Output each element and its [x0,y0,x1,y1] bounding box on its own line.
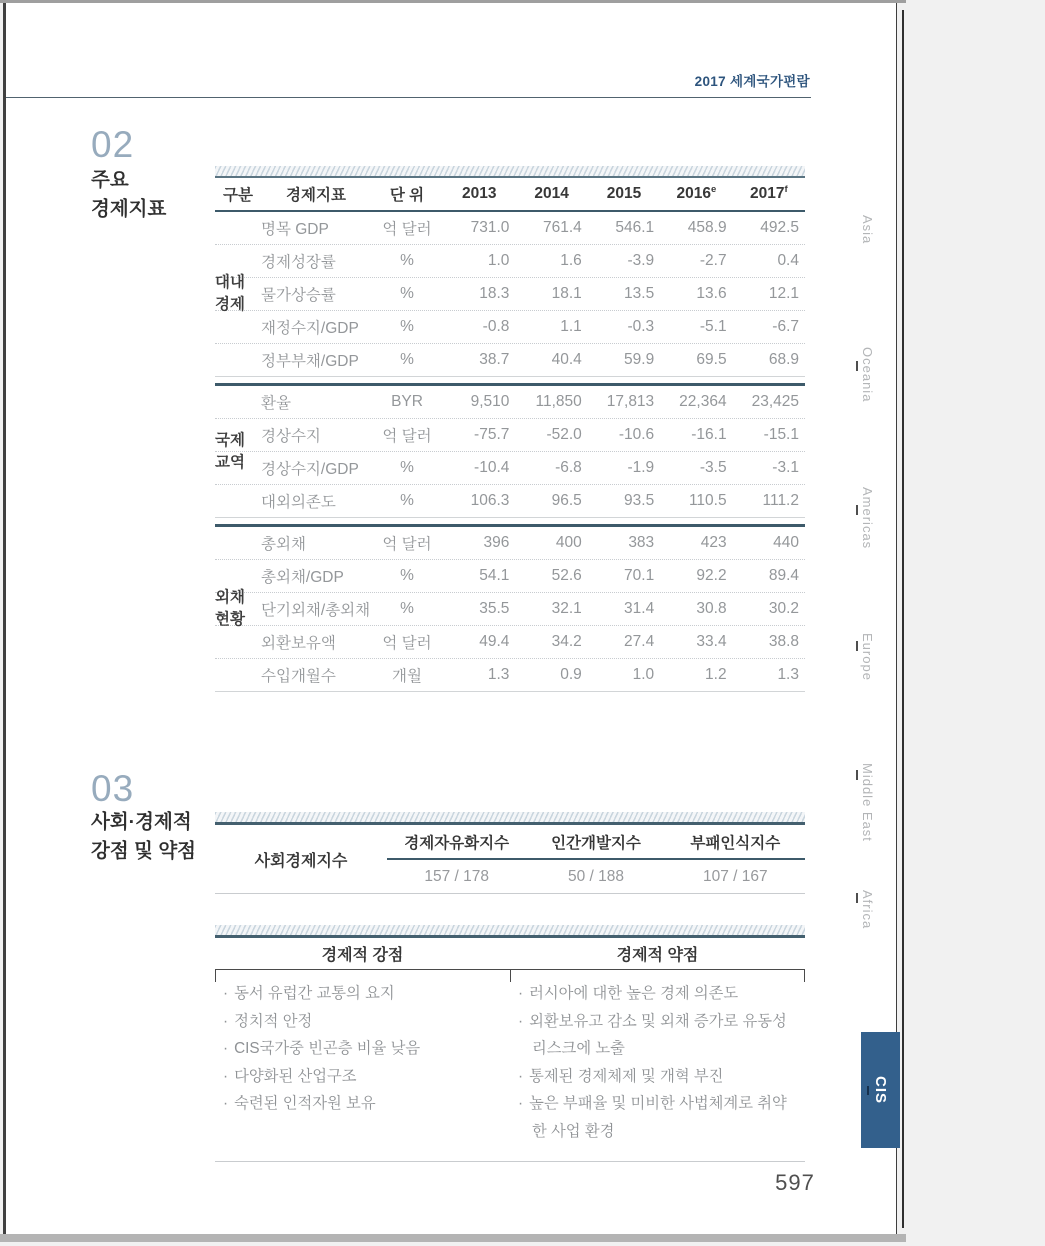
value-cell: 30.8 [696,600,727,617]
column-header-label: 단 위 [389,187,425,204]
list-item [518,1063,791,1091]
sw-body [215,970,805,1162]
unit-cell: 억 달러 [382,428,432,445]
list-item [223,1008,496,1036]
value-cell: -1.9 [627,459,655,476]
value-cell: -10.4 [474,459,510,476]
column-header-superscript: f [784,184,788,196]
column-header [371,183,443,205]
indicator-group [215,383,805,518]
list-item [518,980,791,1008]
value-cell: 1.2 [705,666,727,683]
value-cell: 38.7 [479,351,510,368]
bullet-glyph: · [223,985,229,1002]
value-cell: 52.6 [551,567,582,584]
value-cell: 423 [700,534,727,551]
value-cell: -2.7 [699,252,727,269]
value-cell: 0.9 [560,666,582,683]
list-item-text: 높은 부패율 및 미비한 사법체계로 취약한 사업 환경 [529,1095,787,1140]
table-body [215,212,805,692]
column-header [515,185,587,203]
indicator-cell: 외환보유액 [261,635,336,652]
table-row [215,418,805,451]
bullet-glyph: · [518,1012,524,1030]
sidebar-tick [856,361,858,371]
table-row [215,592,805,625]
value-cell: 111.2 [762,492,799,509]
indicator-group [215,524,805,692]
table-header-row [215,178,805,212]
unit-cell: 억 달러 [382,635,432,652]
indicator-cell: 총외채 [261,536,306,553]
group-label-line: 경제 [215,296,245,313]
unit-cell: % [400,318,414,335]
unit-cell: % [400,567,414,584]
value-cell: 12.1 [768,285,799,302]
page-right-edge [902,10,904,1228]
indicator-cell: 수입개월수 [261,668,336,685]
header-rule [6,97,811,98]
indicator-cell: 재정수지/GDP [261,320,359,337]
table-row [215,658,805,691]
value-cell: 1.3 [777,666,799,683]
section03-number: 03 [91,768,135,809]
sidebar-active-tick [867,1086,869,1095]
value-cell: 1.0 [487,252,510,269]
table-row [215,343,805,376]
value-cell: -10.6 [618,426,655,443]
table-row [215,625,805,658]
table-row [215,310,805,343]
sidebar-tick [856,770,858,780]
weaknesses-title: 경제적 약점 [616,947,699,964]
value-cell: 440 [773,534,799,551]
value-cell: 69.5 [696,351,727,368]
strengths-weaknesses-table [215,925,805,1162]
bullet-glyph: · [518,985,524,1002]
table-row [215,527,805,559]
value-cell: 30.2 [768,600,799,617]
column-header [261,183,371,205]
group-label [215,386,261,517]
section-title-line: 주요 [91,169,129,191]
value-cell: 1.3 [487,666,510,683]
bullet-glyph: · [223,1067,229,1085]
indicator-cell: 물가상승률 [261,287,336,304]
value-cell: 0.4 [777,252,799,269]
section02-number: 02 [91,124,135,165]
unit-cell: % [400,459,414,476]
sidebar-tab-label: CIS [872,1075,889,1104]
section-title-line: 사회·경제적 [91,811,192,833]
value-cell: 35.5 [479,600,510,617]
column-header [733,184,805,203]
index-column-name: 부패인식지수 [690,834,781,852]
value-cell: 13.5 [624,285,655,302]
bullet-glyph: · [223,1040,229,1057]
sidebar-tick [856,641,858,651]
indicator-cell: 경상수지/GDP [261,461,359,478]
index-column-value: 107 / 167 [702,867,768,885]
value-cell: 68.9 [768,351,799,368]
unit-cell: % [400,285,414,302]
page-number: 597 [775,1170,815,1195]
value-cell: 17,813 [606,393,655,410]
value-cell: 492.5 [760,219,799,236]
value-cell: 731.0 [470,219,510,236]
section03-title [91,808,196,865]
indicator-cell: 단기외채/총외채 [261,602,371,619]
indicator-cell: 경제성장률 [261,254,336,271]
column-header [660,184,732,203]
value-cell: 9,510 [470,393,510,410]
book-header-title: 2017 세계국가편람 [694,74,810,89]
value-cell: -75.7 [474,426,510,443]
value-cell: 23,425 [751,393,799,410]
column-header-label: 2017 [749,185,785,203]
list-item [518,1090,791,1145]
value-cell: -0.3 [627,318,655,335]
value-cell: 1.6 [560,252,582,269]
column-header-label: 2014 [534,185,569,202]
sw-header-row [215,938,805,969]
index-column-headers [387,825,805,858]
weaknesses-column [510,980,805,1145]
value-cell: 1.1 [560,318,582,335]
index-table-body [215,825,805,894]
value-cell: 546.1 [615,219,655,236]
value-cell: 18.3 [479,285,510,302]
index-columns [387,825,805,893]
section02-title [91,166,166,223]
indicator-cell: 명목 GDP [261,221,329,238]
group-label [215,212,261,376]
list-item-text: 러시아에 대한 높은 경제 의존도 [529,985,739,1002]
value-cell: -16.1 [691,426,727,443]
sidebar-tab-asia[interactable]: Asia [860,215,875,245]
value-cell: 38.8 [768,633,799,650]
hatch-band [215,812,805,825]
column-header [443,185,515,203]
value-cell: 396 [483,534,510,551]
group-label-line: 대내 [215,274,245,291]
index-column-value: 157 / 178 [424,867,489,885]
list-item-text: 동서 유럽간 교통의 요지 [234,985,395,1002]
section-title-line: 경제지표 [91,197,167,220]
bullet-glyph: · [518,1095,524,1112]
value-cell: 13.6 [696,285,727,302]
table-row [215,451,805,484]
column-header [215,183,261,205]
value-cell: 49.4 [479,633,510,650]
value-cell: 54.1 [479,567,510,584]
section-title-line: 강점 및 약점 [91,839,197,862]
value-cell: 59.9 [624,351,655,368]
socioeconomic-index-table [215,812,805,894]
value-cell: -52.0 [546,426,582,443]
sw-divider [215,969,805,970]
value-cell: -3.9 [627,252,655,269]
list-item [223,1063,496,1091]
value-cell: 761.4 [543,219,582,236]
group-label-line: 외채 [215,589,245,606]
strengths-title: 경제적 강점 [321,947,404,964]
index-column-name: 인간개발지수 [551,834,641,852]
list-item-text: CIS국가중 빈곤층 비율 낮음 [234,1040,421,1057]
column-header-label: 2016 [676,185,711,203]
strengths-column [215,980,510,1145]
value-cell: -0.8 [482,318,510,335]
sidebar-tab-oceania[interactable]: Oceania [860,347,875,403]
table-row [215,244,805,277]
value-cell: 92.2 [696,567,727,584]
unit-cell: 개월 [392,668,422,685]
index-column-name: 경제자유화지수 [404,834,510,852]
value-cell: 458.9 [687,219,727,236]
unit-cell: 억 달러 [382,221,432,238]
value-cell: 1.0 [632,666,655,683]
list-item-text: 다양화된 산업구조 [234,1067,357,1085]
value-cell: -6.8 [555,459,582,476]
column-header-label: 2015 [606,185,642,202]
group-label-line: 현황 [215,611,245,628]
column-header-label: 구분 [223,187,253,204]
unit-cell: % [400,492,414,509]
indicator-cell: 총외채/GDP [261,569,344,586]
unit-cell: BYR [391,393,423,410]
value-cell: 96.5 [551,492,582,509]
hatch-band [215,166,805,178]
sidebar-tick [856,893,858,903]
hatch-band [215,925,805,938]
value-cell: 70.1 [624,567,655,584]
value-cell: -15.1 [763,426,799,443]
value-cell: 32.1 [551,600,582,617]
value-cell: -3.5 [699,459,727,476]
column-header-label: 2013 [461,185,497,202]
bullet-glyph: · [223,1095,229,1112]
bullet-glyph: · [518,1067,524,1085]
indicator-cell: 대외의존도 [261,494,336,511]
indicator-cell: 환율 [261,395,291,412]
index-values [387,860,805,893]
value-cell: 18.1 [551,285,582,302]
value-cell: -3.1 [772,459,799,476]
value-cell: 33.4 [696,633,727,650]
indicator-cell: 경상수지 [261,428,321,445]
table-row [215,212,805,244]
unit-cell: % [400,252,414,269]
sidebar-tab-africa[interactable]: Africa [860,890,875,930]
table-row [215,559,805,592]
index-column-value: 50 / 188 [567,867,624,885]
list-item [223,980,496,1008]
list-item-text: 숙련된 인적자원 보유 [234,1095,376,1112]
sidebar-tab-americas[interactable]: Americas [860,487,875,550]
bullet-glyph: · [223,1012,229,1030]
value-cell: -5.1 [699,318,727,335]
indicator-group [215,212,805,377]
table-row [215,484,805,517]
value-cell: 89.4 [768,567,799,584]
column-header-label: 경제지표 [286,187,346,204]
group-label-line: 국제 [215,431,245,449]
value-cell: 11,850 [535,393,582,410]
index-row-label: 사회경제지수 [254,852,348,870]
column-header [588,185,660,203]
unit-cell: 억 달러 [382,536,432,553]
value-cell: 40.4 [551,351,582,368]
list-item-text: 외환보유고 감소 및 외채 증가로 유동성 리스크에 노출 [529,1012,787,1057]
sidebar-tab-middle-east[interactable]: Middle East [860,763,875,842]
value-cell: 22,364 [679,393,727,410]
sidebar-tab-europe[interactable]: Europe [860,633,875,681]
list-item-text: 통제된 경제체제 및 개혁 부진 [529,1067,724,1085]
value-cell: 110.5 [688,492,727,509]
value-cell: -6.7 [772,318,799,335]
column-header-superscript: e [710,184,717,196]
unit-cell: % [400,600,414,617]
sidebar-tick [856,505,858,515]
value-cell: 27.4 [624,633,655,650]
group-label [215,527,261,691]
list-item-text: 정치적 안정 [234,1012,313,1030]
value-cell: 93.5 [624,492,655,509]
indicator-cell: 정부부채/GDP [261,353,359,370]
value-cell: 400 [555,534,582,551]
economic-indicators-table [215,166,805,692]
scan-bottom-edge [0,1234,906,1242]
value-cell: 34.2 [551,633,582,650]
unit-cell: % [400,351,414,368]
table-row [215,386,805,418]
value-cell: 106.3 [470,492,510,509]
group-label-line: 교역 [215,453,245,471]
value-cell: 31.4 [624,600,655,617]
list-item [223,1035,496,1063]
value-cell: 383 [628,534,655,551]
list-item [518,1008,791,1063]
list-item [223,1090,496,1118]
table-row [215,277,805,310]
